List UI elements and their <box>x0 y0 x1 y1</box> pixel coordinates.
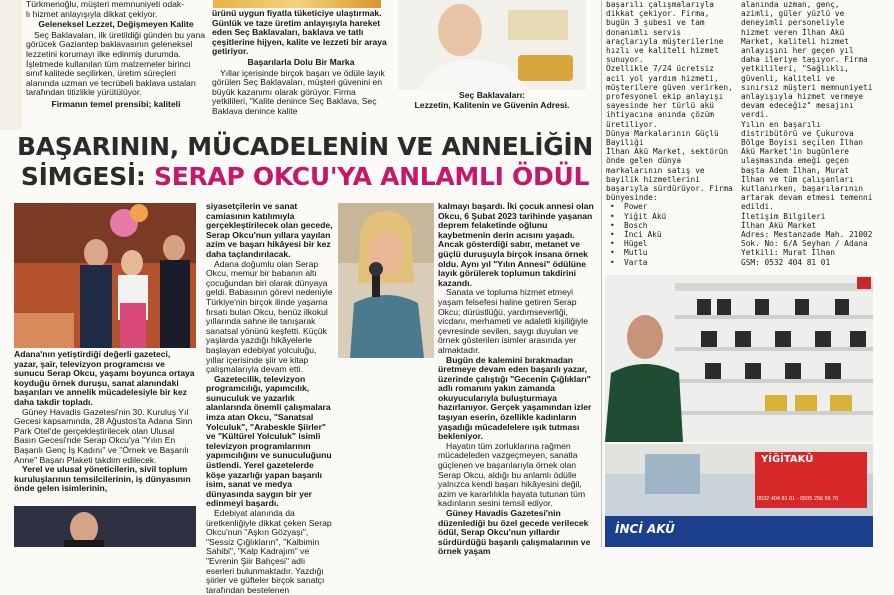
brand-item: • Bosch <box>606 221 736 230</box>
right-col-a-p0: başarılı çalışmalarıyla dikkat çekiyor. Firma, bugün 3 şubesi ve tam donanımlı servis araçlarıyla müşterilerine hızlı ve kaliteli hizmet sunuyor. <box>606 0 724 65</box>
storefront-photo <box>605 444 873 547</box>
top-col1 <box>26 0 206 125</box>
brand-item: • Mutlu <box>606 248 736 257</box>
contact-title: İletişim Bilgileri <box>741 211 826 221</box>
article-col1-lead: Adana'nın yetiştirdiği değerli gazeteci, yazar, şair, televizyon programcısı ve sunucu Serap Okcu, yaşamı boyunca ortaya koyduğu örnek duruşu, sanat alanındaki başarıları ve annelik mücadelesiyle bir kez daha takdir topladı. <box>14 349 195 407</box>
right-col-a-p2: İlhan Akü Market, sektörün önde gelen dünya markalarının satış ve bayilik hizmetlerini başarıyla sürdürüyor. Firma bünyesinde: <box>606 147 733 203</box>
battery-shop-photo <box>605 275 873 442</box>
contact-phone: GSM: 0532 404 81 01 <box>741 257 831 267</box>
article-col3-p1: Sanata ve topluma hizmet etmeyi yaşam felsefesi haline getiren Serap Okcu; dürüstlüğü, yardımseverliği, vicdanı, merhameti ve adaletli kişiliğiyle çevresinde sevilen, saygı duyulan ve örnek gösterilen isimler arasında yer almaktadır. <box>438 287 588 355</box>
baklava-photo <box>213 0 381 8</box>
article-col1-p2: Yerel ve ulusal yöneticilerin, sivil toplum kuruluşlarının temsilcilerinin, iş dünyasının önde gelen isimlerinin, <box>14 464 191 494</box>
brand-list <box>606 202 736 266</box>
right-col-a <box>606 0 736 272</box>
article-col2-p1: Adana doğumlu olan Serap Okcu, memur bir babanın altı çocuğundan biri olarak dünyaya geldi. Babasının görevi nedeniyle Türkiye'nin birçok ilinde yaşama fırsatı bulan Okcu, henüz ilkokul yıllarında sahne ile tanışarak sanatsal yönünü keşfetti. Küçük yaşlarda yazdığı hikâyelerle başlayan edebiyat yolculuğu, yıllar içerisinde şiir ve kitap çalışmalarıyla devam etti. <box>206 258 333 375</box>
brand-item: • Varta <box>606 258 736 267</box>
top-caption <box>404 91 580 121</box>
top-col1-line1: Türkmenoğlu, müşteri memnuniyeti odak- <box>26 0 185 9</box>
article-col2-p0: siyasetçilerin ve sanat camiasının katılımıyla gerçekleştirilecek olan gecede, Serap Okcu'nun yıllara yayılan azim ve başarı hikâyesi bir kez daha taçlandırılacak. <box>206 201 333 259</box>
headline-line1: BAŞARININ, MÜCADELENİN VE ANNELİĞİN <box>16 132 594 161</box>
headline-line2-start: SİMGESİ: <box>20 162 154 191</box>
serap-okcu-photo <box>338 203 434 358</box>
article-col1-p1: Güney Havadis Gazetesi'nin 30. Kuruluş Yıl Gecesi kapsamında, 28 Ağustos'ta Adana Sinn Park Otel'de gerçekleştirilecek olan Ulusal Basın Gecesi'nde Serap Okcu'ya "Yılın En Başarılı Genç İş Kadını" ve "Örnek ve Başarılı Anne" Başarı Plaketi takdim edilecek. <box>14 406 193 465</box>
award-ceremony-photo <box>14 203 196 348</box>
seller-photo <box>398 0 586 90</box>
article-col3-p0: kalmayı başardı. İki çocuk annesi olan Okcu, 6 Şubat 2023 tarihinde yaşanan deprem felaketinde oğlunu kaybetmenin derin acısını yaşadı. Ancak gösterdiği sabır, metanet ve güçlü duruşuyla birçok insana örnek oldu. Aynı yıl "Yılın Annesi" ödülüne layık görülerek toplumun takdirini kazandı. <box>438 201 594 288</box>
right-col-b-p0: alanında uzman, genç, azimli, güler yüzlü ve deneyimli personeliyle hizmet veren İlhan Akü Market, kaliteli hizmet anlayışını her geçen yıl daha ileriye taşıyor. Firma yetkilileri, "Sağlıklı, güvenli, kaliteli ve sınırsız müşteri memnuniyeti anlayışıyla hizmet vermeye devam edeceğiz" mesajını verdi. <box>741 0 873 120</box>
contact-name: İlhan Akü Market <box>741 220 817 230</box>
portrait-photo-bottom <box>14 506 196 547</box>
top-col1-body: Seç Baklavaları, ilk üretildiği günden bu yana görücek Gaziantep baklavasının geleneksel lezzetini korumayı ilke edinmiş durumda. İşletmede kullanılan tüm malzemeler birinci sınıf kalitede seçilirken, üretim süreçleri alanında uzman ve tecrübeli baklava ustaları tarafından titizlikle yürütülüyor. <box>26 29 206 98</box>
column-divider <box>601 0 602 547</box>
right-col-a-p1: Özellikle 7/24 ücretsiz acil yol yardım hizmeti, müşterilere güven verirken, profesyonel ekip anlayışı sayesinde her türlü akü ihtiyacına anında çözüm üretiliyor. <box>606 64 733 129</box>
headline <box>14 132 596 198</box>
top-caption-text: Lezzetin, Kalitenin ve Güvenin Adresi. <box>414 99 570 110</box>
sign-inci-aku: İNCİ AKÜ <box>615 522 675 536</box>
sign-phone: 0532 404 81 01 - 0505 256 56 70 <box>757 496 839 502</box>
top-col2 <box>212 9 390 125</box>
top-col2-body: Yıllar içerisinde birçok başarı ve ödüle layık görülen Seç Baklavaları, müşteri güvenini en büyük kazanımı olarak görüyor. Firma yetkilileri, "Kalite denince Seç Baklava, Seç Baklava denince kalite <box>212 67 385 116</box>
headline-line2-accent: SERAP OKCU'YA ANLAMLI ÖDÜL <box>154 162 590 191</box>
article-col3-p2: Bugün de kalemini bırakmadan üretmeye devam eden başarılı yazar, üzerinde çalıştığı "Gecenin Çığlıkları" adlı romanını yakın zamanda okuyucularıyla buluşturmaya hazırlanıyor. Gerçek yaşamından izler taşıyan eserin, özellikle kadınların yaşadığı mücadelelere ışık tutması bekleniyor. <box>438 354 592 442</box>
brand-item: • Power <box>606 202 736 211</box>
brand-item: • Hügel <box>606 239 736 248</box>
top-caption-title: Seç Baklavaları: <box>459 90 525 100</box>
brand-item: • Yiğit Akü <box>606 212 736 221</box>
top-tint <box>0 0 22 130</box>
right-col-a-heading: Dünya Markalarının Güçlü Bayiliği <box>606 128 719 148</box>
right-col-b <box>741 0 873 272</box>
contact-address: Adres: Mestanzade Mah. 21002 Sok. No: 6/A Seyhan / Adana <box>741 230 873 249</box>
top-col1-heading: Geleneksel Lezzet, Değişmeyen Kalite <box>38 19 194 30</box>
article-col3 <box>438 201 598 557</box>
article-col3-p4: Güney Havadis Gazetesi'nin düzenlediği bu özel gecede verilecek ödül, Serap Okcu'nun yıllardır sürdürdüğü başarılı çalışmalarının ve örnek yaşam <box>438 508 591 557</box>
contact-manager: Yetkili: Murat İlhan <box>741 248 835 258</box>
top-col2-lead: ürünü uygun fiyatla tüketiciye ulaştırmak. Günlük ve taze üretim anlayışıyla hareket eden Seç Baklavaları, baklava ve tatlı çeşitlerine hijyen, kalite ve lezzeti bir araya getiriyor. <box>212 8 387 57</box>
right-col-b-p1: Yılın en başarılı distribütörü ve Çukurova Bölge Boyisi seçilen İlhan Akü Market'in bugünlere ulaşmasında emeği geçen başta Adem İlhan, Murat İlhan ve tüm çalışanları kutlanırken, başarılarının artarak devam etmesi temenni edildi. <box>741 119 873 212</box>
article-col2-p3: Edebiyat alanında da üretkenliğiyle dikkat çeken Serap Okcu'nun "Aşkın Gözyaşı", "Sessiz Çığlıkların", "Kalbimin Sahibi", "Kalp Kadrajım" ve "Evrenin Şiir Bahçesi" adlı eserleri bulunmaktadır. Yazdığı şiirler ve güfteler birçok sanatçı tarafından bestelenen <box>206 508 332 595</box>
top-col1-line2: lı hizmet anlayışıyla dikkat çekiyor. <box>26 8 158 19</box>
article-col1 <box>14 350 196 502</box>
brand-item: • İnci Akü <box>606 230 736 239</box>
top-col2-heading: Başarılarla Dolu Bir Marka <box>247 56 355 67</box>
article-col3-p3: Hayatın tüm zorluklarına rağmen mücadeleden vazgeçmeyen, sanatla güçlenen ve başarılarıyla örnek olan Serap Okcu, aldığı bu anlamlı ödülle yalnızca kendi başarı hikâyesini değil, azim ve kararlılıkla hayata tutunan tüm kadınların sesini temsil ediyor. <box>438 440 586 509</box>
sign-yigit-aku: YİĞİTAKÜ <box>761 454 814 465</box>
top-col1-tail: Firmanın temel prensibi; kaliteli <box>51 98 181 109</box>
article-col2 <box>206 201 334 595</box>
article-col2-p2: Gazetecilik, televizyon programcılığı, yapımcılık, sunuculuk ve yazarlık alanlarında önemli çalışmalara imza atan Okcu, "Sanatsal Yolculuk", "Arabeskle Şiirler" ve "Kültürel Yolculuk" isimli televizyon programlarının yapımcılığını ve sunuculuğunu üstlendi. Yerel gazetelerde köşe yazarlığı yapan başarılı isim, sanat ve medya dünyasında saygın bir yer edinmeyi başardı. <box>206 373 332 509</box>
